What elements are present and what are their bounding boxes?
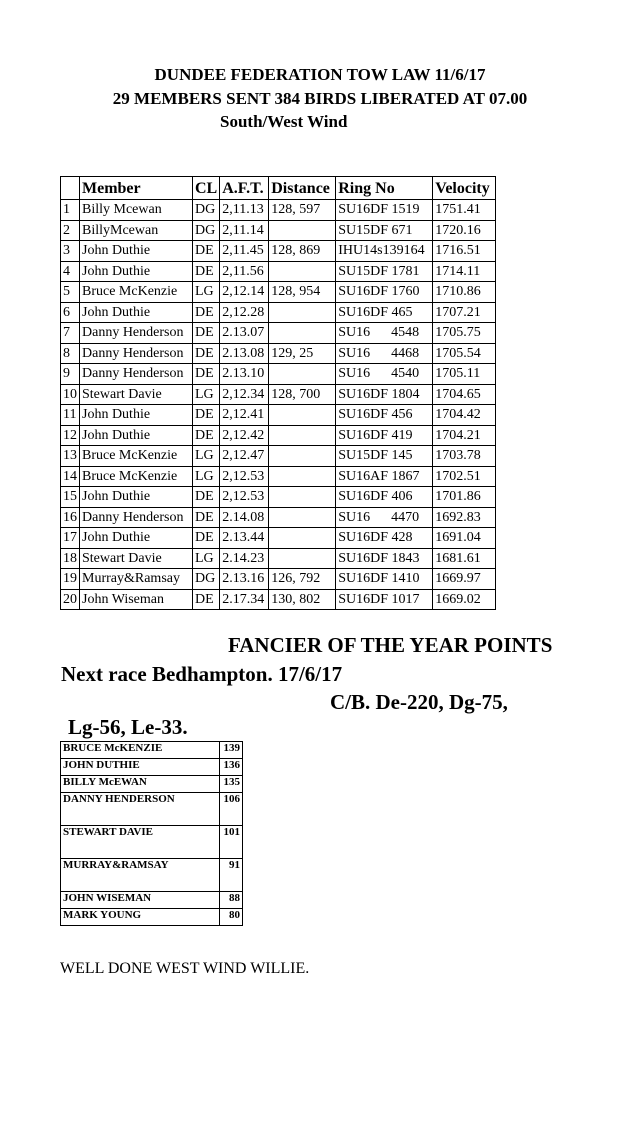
cell-aft: 2,11.13 [220, 200, 269, 221]
cell-member: Murray&Ramsay [80, 569, 193, 590]
cell-member: John Duthie [80, 261, 193, 282]
cell-member: Stewart Davie [80, 548, 193, 569]
table-row [61, 528, 496, 549]
cell-velocity: 1681.61 [433, 548, 496, 569]
cell-aft: 2.14.08 [220, 507, 269, 528]
cell-cl: DE [193, 507, 220, 528]
cell-ring-no: SU15DF 145 [336, 446, 433, 467]
cell-velocity: 1669.97 [433, 569, 496, 590]
cell-velocity: 1702.51 [433, 466, 496, 487]
cell-aft: 2.14.23 [220, 548, 269, 569]
cell-member: Bruce McKenzie [80, 446, 193, 467]
cell-cl: LG [193, 466, 220, 487]
cell-aft: 2.13.08 [220, 343, 269, 364]
cell-distance [269, 261, 336, 282]
col-header-velocity: Velocity [433, 177, 496, 200]
points-name: JOHN WISEMAN [61, 892, 220, 909]
cell-member: John Duthie [80, 425, 193, 446]
cell-cl: DE [193, 241, 220, 262]
points-value: 80 [220, 909, 243, 926]
table-row [61, 323, 496, 344]
cell-velocity: 1704.65 [433, 384, 496, 405]
points-row [61, 759, 243, 776]
cell-position: 11 [61, 405, 80, 426]
table-row [61, 364, 496, 385]
cell-distance: 128, 700 [269, 384, 336, 405]
col-header-distance: Distance [269, 177, 336, 200]
cell-cl: DE [193, 323, 220, 344]
cell-velocity: 1720.16 [433, 220, 496, 241]
table-row [61, 302, 496, 323]
cell-ring-no: SU15DF 1781 [336, 261, 433, 282]
table-row [61, 548, 496, 569]
cell-position: 8 [61, 343, 80, 364]
cell-member: John Wiseman [80, 589, 193, 610]
points-value: 101 [220, 826, 243, 859]
cell-member: John Duthie [80, 241, 193, 262]
cell-position: 1 [61, 200, 80, 221]
cell-distance [269, 323, 336, 344]
cell-position: 16 [61, 507, 80, 528]
cell-distance [269, 302, 336, 323]
points-row [61, 909, 243, 926]
title-line-1: DUNDEE FEDERATION TOW LAW 11/6/17 [154, 65, 486, 84]
cell-cl: DE [193, 302, 220, 323]
cell-aft: 2,12.14 [220, 282, 269, 303]
cell-ring-no: SU16DF 1843 [336, 548, 433, 569]
col-header-position [61, 177, 80, 200]
lg-note: Lg-56, Le-33. [68, 715, 188, 739]
results-table [60, 176, 496, 610]
cell-cl: DE [193, 261, 220, 282]
table-row [61, 589, 496, 610]
cell-position: 7 [61, 323, 80, 344]
cell-distance [269, 528, 336, 549]
cell-member: Billy Mcewan [80, 200, 193, 221]
points-name: BILLY McEWAN [61, 776, 220, 793]
cell-distance: 129, 25 [269, 343, 336, 364]
cell-distance [269, 466, 336, 487]
cell-velocity: 1704.42 [433, 405, 496, 426]
cell-velocity: 1707.21 [433, 302, 496, 323]
cell-distance [269, 364, 336, 385]
cell-velocity: 1714.11 [433, 261, 496, 282]
table-row [61, 241, 496, 262]
cell-cl: DG [193, 200, 220, 221]
cell-position: 5 [61, 282, 80, 303]
cell-position: 17 [61, 528, 80, 549]
cell-ring-no: SU16 4470 [336, 507, 433, 528]
cell-distance: 126, 792 [269, 569, 336, 590]
cell-member: Danny Henderson [80, 343, 193, 364]
cell-ring-no: SU16 4540 [336, 364, 433, 385]
cell-velocity: 1691.04 [433, 528, 496, 549]
cell-aft: 2,12.47 [220, 446, 269, 467]
table-row [61, 446, 496, 467]
cell-member: John Duthie [80, 528, 193, 549]
cell-position: 4 [61, 261, 80, 282]
cell-aft: 2.13.07 [220, 323, 269, 344]
cell-distance: 128, 869 [269, 241, 336, 262]
wind-line: South/West Wind [220, 112, 348, 131]
cell-distance [269, 487, 336, 508]
cell-velocity: 1703.78 [433, 446, 496, 467]
cell-aft: 2,12.28 [220, 302, 269, 323]
cell-aft: 2,12.53 [220, 466, 269, 487]
cell-position: 12 [61, 425, 80, 446]
cell-cl: DE [193, 487, 220, 508]
table-row [61, 282, 496, 303]
points-row [61, 776, 243, 793]
col-header-cl: CL [193, 177, 220, 200]
cell-position: 13 [61, 446, 80, 467]
cell-cl: LG [193, 282, 220, 303]
cell-aft: 2.13.16 [220, 569, 269, 590]
cell-distance [269, 425, 336, 446]
cell-distance: 128, 597 [269, 200, 336, 221]
fancier-of-year-heading: FANCIER OF THE YEAR POINTS [228, 633, 553, 657]
cell-cl: DE [193, 343, 220, 364]
cell-velocity: 1704.21 [433, 425, 496, 446]
cell-cl: DE [193, 589, 220, 610]
points-value: 106 [220, 793, 243, 826]
cell-distance [269, 220, 336, 241]
cell-position: 9 [61, 364, 80, 385]
cell-velocity: 1705.75 [433, 323, 496, 344]
table-row [61, 261, 496, 282]
cell-member: John Duthie [80, 487, 193, 508]
points-table [60, 741, 243, 926]
cell-member: Danny Henderson [80, 364, 193, 385]
cell-position: 14 [61, 466, 80, 487]
cell-position: 15 [61, 487, 80, 508]
table-row [61, 200, 496, 221]
table-row [61, 487, 496, 508]
col-header-member: Member [80, 177, 193, 200]
points-name: MURRAY&RAMSAY [61, 859, 220, 892]
points-name: JOHN DUTHIE [61, 759, 220, 776]
cell-distance [269, 446, 336, 467]
points-name: DANNY HENDERSON [61, 793, 220, 826]
points-name: BRUCE McKENZIE [61, 742, 220, 759]
cell-ring-no: SU16DF 406 [336, 487, 433, 508]
points-name: STEWART DAVIE [61, 826, 220, 859]
points-row [61, 793, 243, 826]
cell-ring-no: SU16DF 1410 [336, 569, 433, 590]
points-value: 91 [220, 859, 243, 892]
cell-distance: 130, 802 [269, 589, 336, 610]
cell-position: 19 [61, 569, 80, 590]
points-value: 88 [220, 892, 243, 909]
footer-message: WELL DONE WEST WIND WILLIE. [60, 960, 310, 977]
cell-aft: 2,11.14 [220, 220, 269, 241]
cell-aft: 2,12.41 [220, 405, 269, 426]
points-row [61, 859, 243, 892]
cell-aft: 2.17.34 [220, 589, 269, 610]
cell-ring-no: SU16DF 465 [336, 302, 433, 323]
cell-member: John Duthie [80, 302, 193, 323]
cell-member: Stewart Davie [80, 384, 193, 405]
table-row [61, 405, 496, 426]
table-row [61, 466, 496, 487]
cell-velocity: 1701.86 [433, 487, 496, 508]
col-header-ring-no: Ring No [336, 177, 433, 200]
cell-member: John Duthie [80, 405, 193, 426]
points-value: 136 [220, 759, 243, 776]
cell-distance [269, 548, 336, 569]
cell-velocity: 1705.11 [433, 364, 496, 385]
cell-cl: LG [193, 548, 220, 569]
points-row [61, 742, 243, 759]
table-row [61, 569, 496, 590]
points-row [61, 892, 243, 909]
results-header-row [61, 177, 496, 200]
cell-aft: 2,11.56 [220, 261, 269, 282]
cell-ring-no: SU16AF 1867 [336, 466, 433, 487]
cell-cl: DG [193, 220, 220, 241]
cell-member: BillyMcewan [80, 220, 193, 241]
cell-ring-no: SU16DF 1519 [336, 200, 433, 221]
cb-note: C/B. De-220, Dg-75, [330, 690, 508, 714]
cell-cl: DE [193, 364, 220, 385]
table-row [61, 384, 496, 405]
table-row [61, 425, 496, 446]
points-row [61, 826, 243, 859]
points-value: 135 [220, 776, 243, 793]
cell-distance [269, 507, 336, 528]
cell-ring-no: SU15DF 671 [336, 220, 433, 241]
cell-ring-no: SU16 4548 [336, 323, 433, 344]
cell-position: 3 [61, 241, 80, 262]
cell-member: Bruce McKenzie [80, 466, 193, 487]
table-row [61, 507, 496, 528]
cell-position: 20 [61, 589, 80, 610]
cell-cl: DE [193, 405, 220, 426]
cell-velocity: 1710.86 [433, 282, 496, 303]
cell-member: Danny Henderson [80, 507, 193, 528]
cell-velocity: 1751.41 [433, 200, 496, 221]
cell-cl: DE [193, 528, 220, 549]
cell-aft: 2,12.53 [220, 487, 269, 508]
title-line-2: 29 MEMBERS SENT 384 BIRDS LIBERATED AT 07.00 [112, 89, 528, 108]
cell-member: Danny Henderson [80, 323, 193, 344]
next-race-note: Next race Bedhampton. 17/6/17 [61, 662, 343, 686]
cell-distance: 128, 954 [269, 282, 336, 303]
cell-ring-no: SU16DF 1017 [336, 589, 433, 610]
points-value: 139 [220, 742, 243, 759]
col-header-aft: A.F.T. [220, 177, 269, 200]
cell-velocity: 1705.54 [433, 343, 496, 364]
cell-ring-no: SU16DF 456 [336, 405, 433, 426]
cell-aft: 2,12.42 [220, 425, 269, 446]
cell-ring-no: SU16 4468 [336, 343, 433, 364]
cell-ring-no: SU16DF 1760 [336, 282, 433, 303]
cell-ring-no: SU16DF 419 [336, 425, 433, 446]
cell-ring-no: SU16DF 1804 [336, 384, 433, 405]
table-row [61, 343, 496, 364]
cell-cl: LG [193, 446, 220, 467]
cell-cl: DG [193, 569, 220, 590]
cell-position: 18 [61, 548, 80, 569]
cell-velocity: 1716.51 [433, 241, 496, 262]
cell-aft: 2,11.45 [220, 241, 269, 262]
cell-aft: 2.13.10 [220, 364, 269, 385]
cell-cl: LG [193, 384, 220, 405]
cell-member: Bruce McKenzie [80, 282, 193, 303]
cell-cl: DE [193, 425, 220, 446]
cell-distance [269, 405, 336, 426]
cell-position: 2 [61, 220, 80, 241]
cell-aft: 2.13.44 [220, 528, 269, 549]
cell-velocity: 1669.02 [433, 589, 496, 610]
cell-ring-no: IHU14s139164 [336, 241, 433, 262]
points-name: MARK YOUNG [61, 909, 220, 926]
cell-velocity: 1692.83 [433, 507, 496, 528]
cell-position: 10 [61, 384, 80, 405]
cell-position: 6 [61, 302, 80, 323]
cell-aft: 2,12.34 [220, 384, 269, 405]
cell-ring-no: SU16DF 428 [336, 528, 433, 549]
table-row [61, 220, 496, 241]
